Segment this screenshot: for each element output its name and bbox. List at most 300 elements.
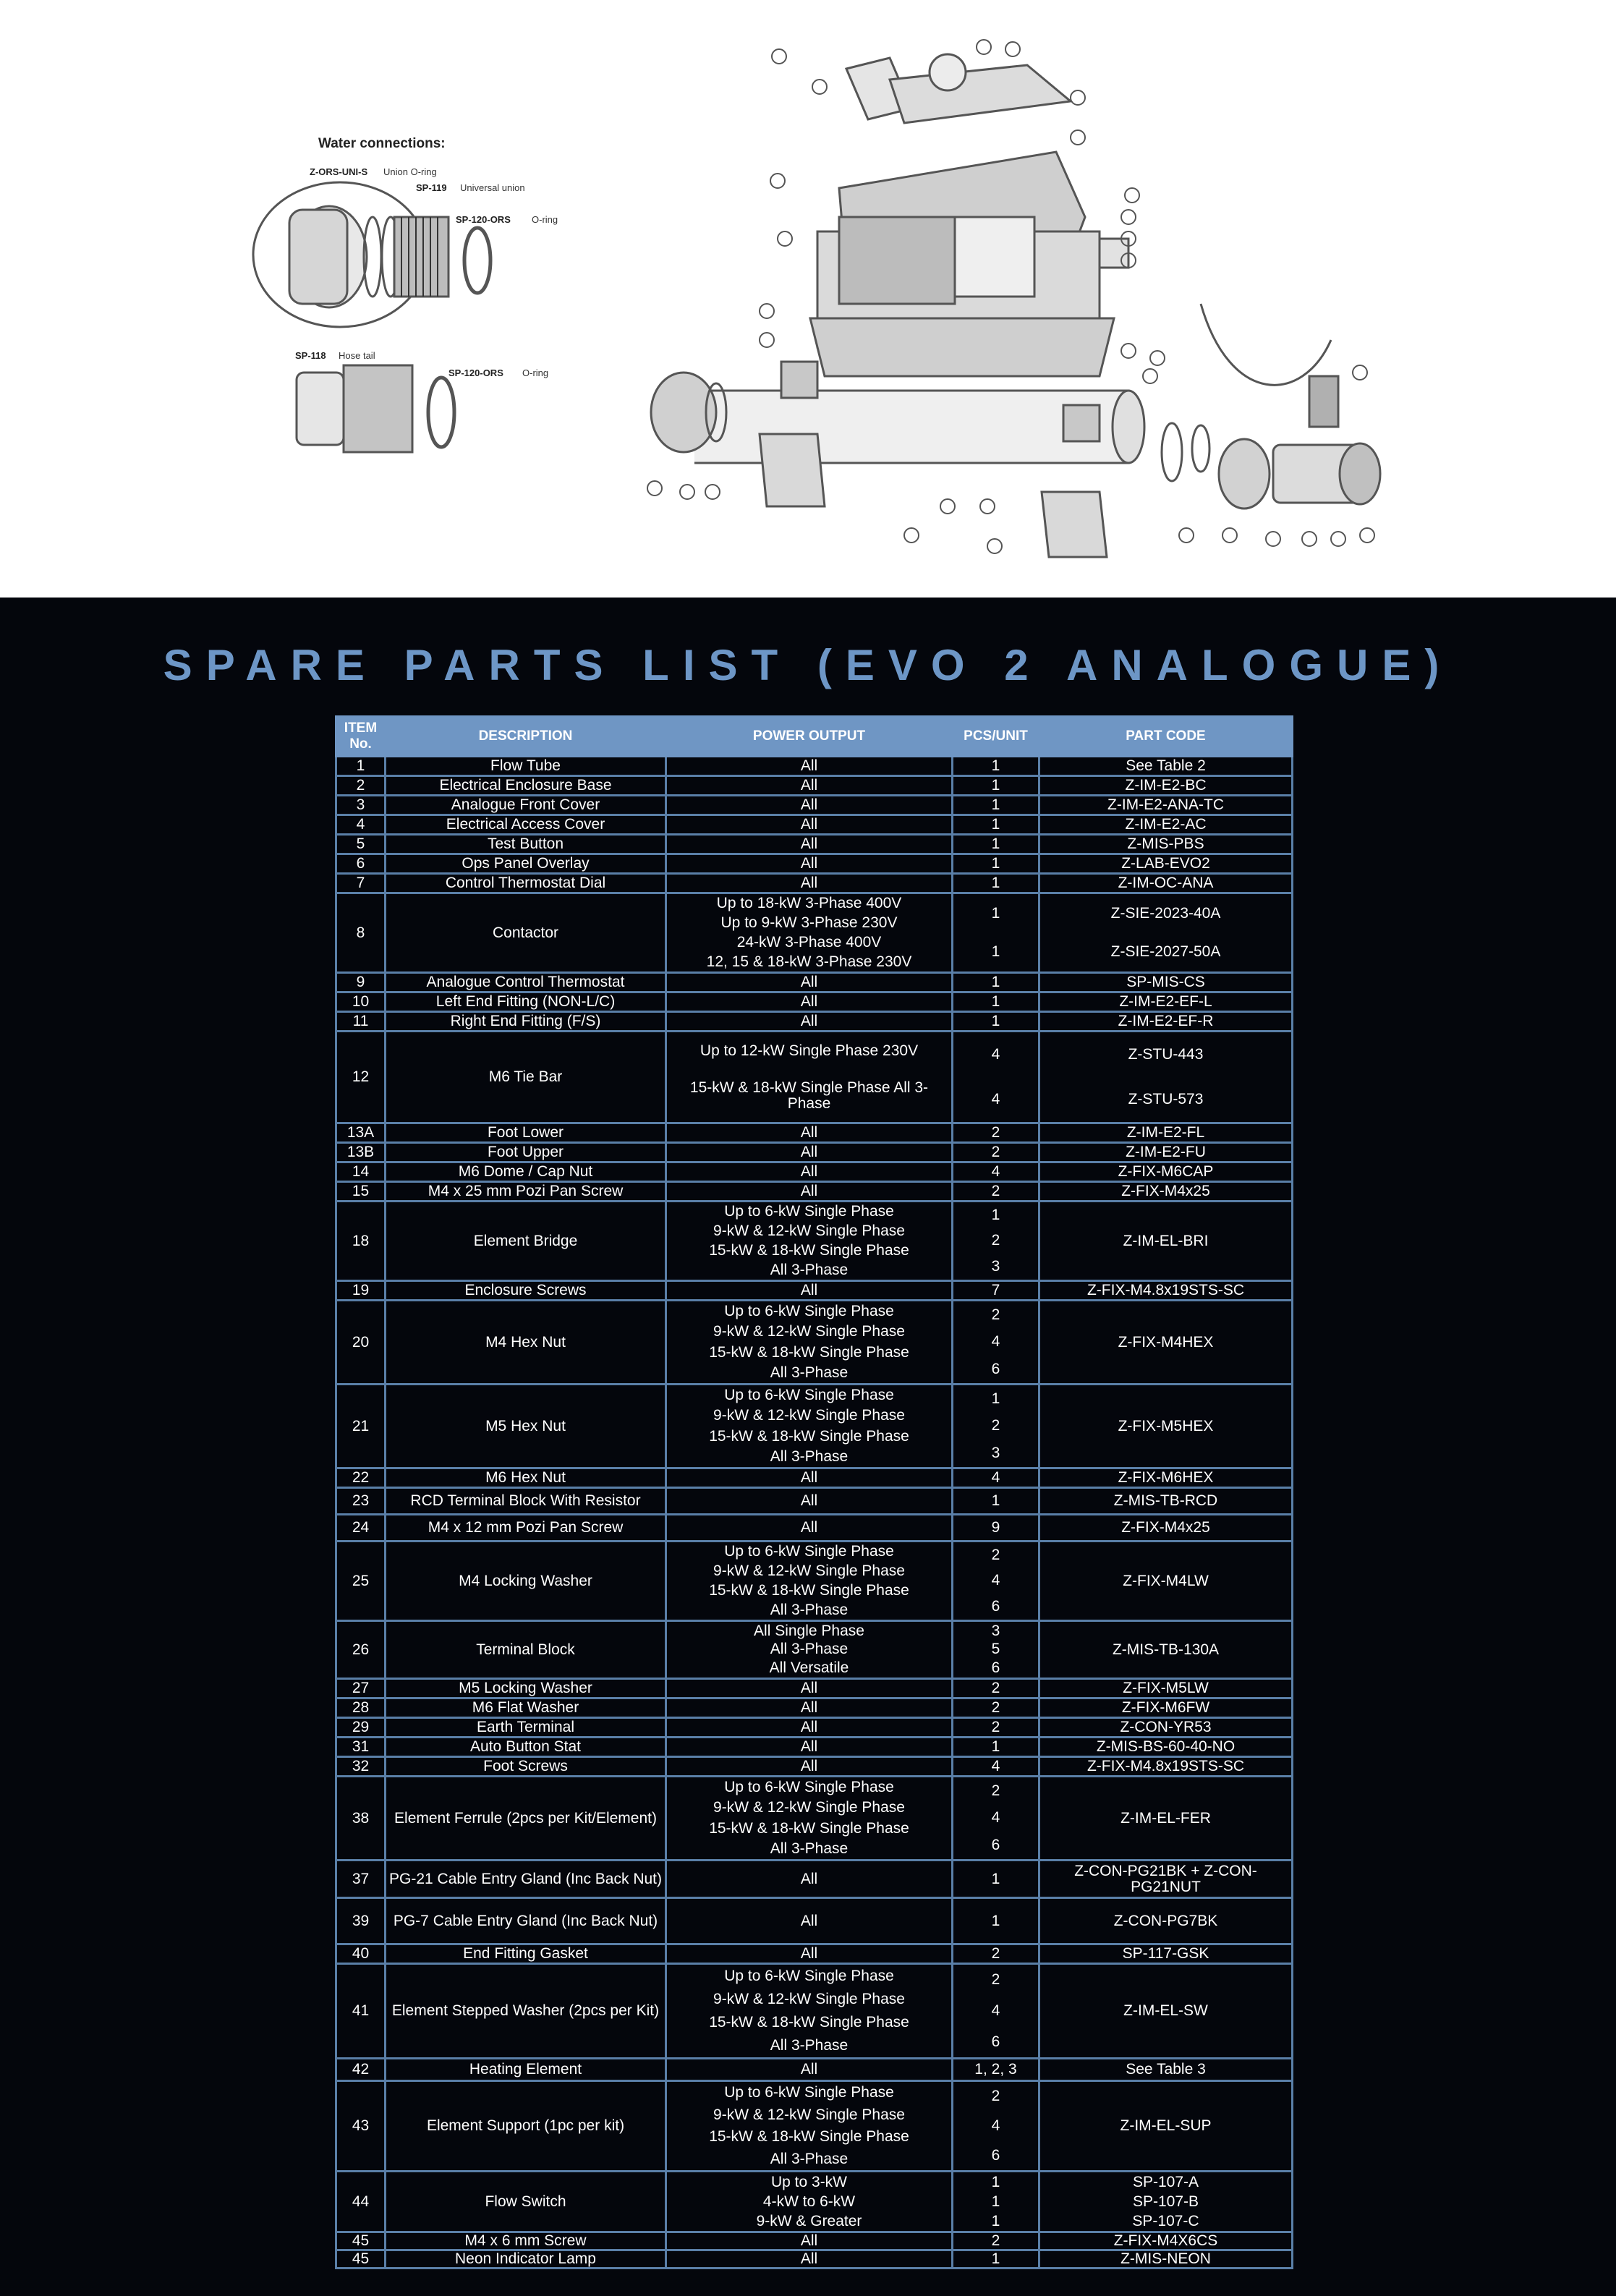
table-body [336,757,1293,2269]
description-cell: Analogue Control Thermostat [386,973,666,992]
description-cell: M4 x 12 mm Pozi Pan Screw [386,1515,666,1542]
part-code-cell-line: Z-STU-443 [1128,1046,1204,1063]
pcs-unit-cell-line: 1 [991,2250,1000,2267]
description-cell: PG-7 Cable Entry Gland (Inc Back Nut) [386,1898,666,1944]
power-output-cell-line: 15-kW & 18-kW Single Phase [709,1343,909,1361]
callout-code: SP-119 [416,182,447,193]
part-code-cell [1039,1012,1293,1032]
power-output-cell-line: All [800,1144,818,1160]
item-number-cell: 39 [336,1898,386,1944]
exploded-parts-diagram [0,0,1616,598]
part-code-cell-line: Z-SIE-2027-50A [1110,943,1221,961]
callout-code: SP-120-ORS [448,367,503,378]
power-output-cell [666,992,953,1012]
table-row [336,1202,1293,1281]
table-row [336,1488,1293,1515]
pcs-unit-cell-line: 2 [991,1232,1000,1249]
pcs-unit-cell-line: 1 [991,816,1000,833]
pcs-unit-cell-line: 2 [991,1183,1000,1199]
pcs-unit-cell-line: 6 [991,1837,1000,1854]
pcs-unit-cell-line: 4 [991,1809,1000,1827]
power-output-cell [666,1202,953,1281]
power-output-cell-line: 15-kW & 18-kW Single Phase [709,1241,909,1259]
power-output-cell-line: 15-kW & 18-kW Single Phase [709,1819,909,1837]
pcs-unit-cell-line: 2 [991,1782,1000,1799]
part-code-cell-line: Z-FIX-M4HEX [1118,1333,1214,1351]
pcs-unit-cell-line: 4 [991,1469,1000,1486]
table-row [336,1281,1293,1301]
power-output-cell-line: All [800,1183,818,1199]
pcs-unit-cell [953,2232,1039,2250]
power-output-cell-line: All [800,1124,818,1141]
power-output-cell [666,796,953,815]
callout-text: Union O-ring [383,166,437,177]
description-cell: Terminal Block [386,1621,666,1679]
part-code-cell-line: SP-107-B [1132,2193,1199,2210]
item-number-cell: 25 [336,1542,386,1621]
header-pcs-unit: PCS/UNIT [953,717,1039,757]
table-row [336,1032,1293,1123]
exploded-view-drawing [0,0,1616,598]
pcs-unit-cell [953,1032,1039,1123]
power-output-cell-line: All [800,1719,818,1735]
part-code-cell [1039,2081,1293,2172]
part-code-cell-line: Z-IM-EL-SUP [1120,2117,1212,2134]
part-code-cell [1039,874,1293,893]
callout-code: Z-ORS-UNI-S [310,166,368,177]
part-code-cell-line: Z-IM-E2-BC [1125,777,1207,794]
table-row [336,1679,1293,1698]
power-output-cell-line: All [800,2061,818,2078]
power-output-cell-line: All 3-Phase [770,1447,849,1465]
item-number-cell: 13B [336,1143,386,1162]
power-output-cell-line: All [800,1945,818,1962]
table-row [336,2250,1293,2269]
part-code-cell-line: Z-IM-E2-EF-R [1118,1013,1214,1029]
part-code-cell [1039,992,1293,1012]
part-code-cell-line: Z-MIS-TB-RCD [1113,1492,1218,1509]
description-cell: Foot Lower [386,1123,666,1143]
power-output-cell-line: All [800,1912,818,1929]
description-cell: Test Button [386,835,666,854]
power-output-cell-line: 9-kW & 12-kW Single Phase [713,1407,905,1424]
pcs-unit-cell [953,1143,1039,1162]
table-row [336,1757,1293,1777]
water-connections-title: Water connections: [318,136,446,151]
part-code-cell [1039,893,1293,973]
pcs-unit-cell [953,992,1039,1012]
item-number-cell: 11 [336,1012,386,1032]
pcs-unit-cell-line: 1, 2, 3 [974,2061,1017,2078]
power-output-cell-line: Up to 6-kW Single Phase [724,1203,894,1220]
pcs-unit-cell-line: 4 [991,1758,1000,1774]
part-code-cell-line: Z-IM-E2-EF-L [1119,993,1212,1010]
table-row [336,1468,1293,1488]
item-number-cell: 10 [336,992,386,1012]
callout-code: SP-120-ORS [456,214,511,225]
power-output-cell-line: All [800,1282,818,1298]
part-code-cell [1039,1718,1293,1738]
pcs-unit-cell-line: 2 [991,2088,1000,2105]
pcs-unit-cell [953,1468,1039,1488]
power-output-cell-line: 9-kW & 12-kW Single Phase [713,1991,905,2007]
description-cell: Enclosure Screws [386,1281,666,1301]
part-code-cell-line: Z-FIX-M6CAP [1118,1163,1214,1180]
power-output-cell [666,1777,953,1861]
part-code-cell-line: See Table 3 [1126,2061,1206,2078]
pcs-unit-cell [953,1281,1039,1301]
item-number-cell: 13A [336,1123,386,1143]
table-row [336,973,1293,992]
power-output-cell-line: All [800,796,818,813]
power-output-cell-line: 15-kW & 18-kW Single Phase [709,2014,909,2031]
table-row [336,1123,1293,1143]
table-row [336,1738,1293,1757]
part-code-cell [1039,1162,1293,1182]
table-row [336,796,1293,815]
power-output-cell-line: All [800,1469,818,1486]
pcs-unit-cell [953,1757,1039,1777]
pcs-unit-cell [953,1964,1039,2059]
power-output-cell-line: 9-kW & 12-kW Single Phase [713,2106,905,2123]
pcs-unit-cell [953,893,1039,973]
power-output-cell-line: All Versatile [769,1659,849,1677]
item-number-cell: 2 [336,776,386,796]
spare-parts-table-container [335,715,1291,2269]
power-output-cell-line: 9-kW & 12-kW Single Phase [713,1223,905,1240]
pcs-unit-cell-line: 1 [991,943,1000,961]
power-output-cell [666,1012,953,1032]
pcs-unit-cell [953,2059,1039,2081]
pcs-unit-cell [953,796,1039,815]
pcs-unit-cell [953,1679,1039,1698]
pcs-unit-cell-line: 4 [991,2002,1000,2019]
callout-text: Universal union [460,182,525,193]
power-output-cell-line: Up to 6-kW Single Phase [724,1303,894,1320]
description-cell: Foot Upper [386,1143,666,1162]
pcs-unit-cell-line: 6 [991,2033,1000,2050]
pcs-unit-cell-line: 2 [991,1144,1000,1160]
description-cell: PG-21 Cable Entry Gland (Inc Back Nut) [386,1861,666,1898]
part-code-cell [1039,854,1293,874]
description-cell: Electrical Access Cover [386,815,666,835]
pcs-unit-cell [953,815,1039,835]
item-number-cell: 22 [336,1468,386,1488]
pcs-unit-cell [953,1718,1039,1738]
pcs-unit-cell-line: 4 [991,1333,1000,1351]
pcs-unit-cell [953,1777,1039,1861]
table-row [336,1718,1293,1738]
power-output-cell [666,1698,953,1718]
description-cell: M4 Locking Washer [386,1542,666,1621]
table-row [336,835,1293,854]
part-code-cell-line: Z-MIS-PBS [1127,836,1204,852]
power-output-cell [666,1182,953,1202]
part-code-cell [1039,1861,1293,1898]
item-number-cell: 38 [336,1777,386,1861]
part-code-cell-line: Z-FIX-M6HEX [1118,1469,1214,1486]
callout-text: Hose tail [339,350,375,361]
pcs-unit-cell [953,1012,1039,1032]
part-code-cell [1039,2232,1293,2250]
pcs-unit-cell-line: 1 [991,836,1000,852]
power-output-cell [666,1385,953,1468]
part-code-cell-line: Z-IM-E2-FL [1126,1124,1205,1141]
description-cell: Element Bridge [386,1202,666,1281]
item-number-cell: 32 [336,1757,386,1777]
power-output-cell-line: All 3-Phase [770,1364,849,1381]
pcs-unit-cell-line: 1 [991,796,1000,813]
pcs-unit-cell [953,1202,1039,1281]
item-number-cell: 29 [336,1718,386,1738]
pcs-unit-cell-line: 1 [991,1492,1000,1509]
table-row [336,1964,1293,2059]
pcs-unit-cell [953,1738,1039,1757]
power-output-cell-line: All 3-Phase [770,2037,849,2054]
power-output-cell-line: 9-kW & 12-kW Single Phase [713,1562,905,1580]
item-number-cell: 24 [336,1515,386,1542]
table-row [336,992,1293,1012]
part-code-cell [1039,1281,1293,1301]
power-output-cell [666,1162,953,1182]
part-code-cell [1039,815,1293,835]
part-code-cell [1039,1698,1293,1718]
table-header-row [336,717,1293,757]
power-output-cell [666,1488,953,1515]
pcs-unit-cell-line: 2 [991,1546,1000,1563]
pcs-unit-cell [953,1515,1039,1542]
pcs-unit-cell-line: 6 [991,1659,1000,1677]
item-number-cell: 44 [336,2172,386,2232]
power-output-cell-line: 9-kW & Greater [756,2212,862,2229]
power-output-cell [666,1757,953,1777]
pcs-unit-cell-line: 1 [991,855,1000,872]
pcs-unit-cell [953,1698,1039,1718]
power-output-cell-line: Up to 6-kW Single Phase [724,1779,894,1796]
power-output-cell [666,1964,953,2059]
description-cell: Element Support (1pc per kit) [386,2081,666,2172]
power-output-cell [666,2250,953,2269]
power-output-cell-line: All [800,777,818,794]
table-row [336,1143,1293,1162]
part-code-cell [1039,1301,1293,1385]
pcs-unit-cell-line: 1 [991,1870,1000,1887]
part-code-cell [1039,1757,1293,1777]
item-number-cell: 12 [336,1032,386,1123]
pcs-unit-cell-line: 2 [991,1945,1000,1962]
pcs-unit-cell-line: 6 [991,2146,1000,2164]
part-code-cell-line: Z-FIX-M5LW [1123,1680,1209,1696]
power-output-cell [666,874,953,893]
part-code-cell-line: SP-107-A [1132,2173,1199,2190]
power-output-cell-line: All [800,993,818,1010]
table-row [336,1182,1293,1202]
pcs-unit-cell-line: 4 [991,1163,1000,1180]
power-output-cell [666,1468,953,1488]
header-item-no: ITEM No. [336,717,386,757]
item-number-cell: 45 [336,2232,386,2250]
part-code-cell-line: Z-CON-PG21BK + Z-CON-PG21NUT [1074,1862,1257,1895]
table-row [336,1515,1293,1542]
pcs-unit-cell [953,776,1039,796]
header-power-output: POWER OUTPUT [666,717,953,757]
table-row [336,815,1293,835]
item-number-cell: 4 [336,815,386,835]
part-code-cell [1039,1488,1293,1515]
power-output-cell-line: All [800,2250,818,2267]
item-number-cell: 18 [336,1202,386,1281]
description-cell: M4 Hex Nut [386,1301,666,1385]
description-cell: Auto Button Stat [386,1738,666,1757]
power-output-cell-line: 15-kW & 18-kW Single Phase [709,2128,909,2146]
power-output-cell [666,776,953,796]
pcs-unit-cell-line: 1 [991,2193,1000,2210]
power-output-cell [666,757,953,776]
power-output-cell-line: All [800,757,818,774]
pcs-unit-cell [953,1162,1039,1182]
power-output-cell [666,1679,953,1698]
pcs-unit-cell-line: 5 [991,1641,1000,1658]
callout-code: SP-118 [295,350,326,361]
table-row [336,1542,1293,1621]
part-code-cell-line: Z-STU-573 [1128,1091,1204,1107]
power-output-cell-line: All [800,2232,818,2249]
power-output-cell-line: Up to 18-kW 3-Phase 400V [716,895,902,912]
item-number-cell: 23 [336,1488,386,1515]
part-code-cell-line: SP-MIS-CS [1126,974,1205,990]
description-cell: Electrical Enclosure Base [386,776,666,796]
power-output-cell [666,1718,953,1738]
pcs-unit-cell [953,1301,1039,1385]
table-row [336,1944,1293,1964]
table-row [336,2081,1293,2172]
power-output-cell-line: 9-kW & 12-kW Single Phase [713,1799,905,1816]
part-code-cell [1039,1202,1293,1281]
pcs-unit-cell-line: 1 [991,993,1000,1010]
part-code-cell-line: Z-FIX-M6FW [1121,1699,1210,1716]
part-code-cell [1039,1621,1293,1679]
pcs-unit-cell-line: 1 [991,1013,1000,1029]
power-output-cell-line: 9-kW & 12-kW Single Phase [713,1323,905,1340]
description-cell: M4 x 25 mm Pozi Pan Screw [386,1182,666,1202]
item-number-cell: 43 [336,2081,386,2172]
power-output-cell [666,835,953,854]
part-code-cell [1039,1385,1293,1468]
pcs-unit-cell-line: 1 [991,1206,1000,1223]
table-row [336,1898,1293,1944]
callout-text: O-ring [532,214,558,225]
description-cell: Flow Tube [386,757,666,776]
pcs-unit-cell [953,1861,1039,1898]
power-output-cell [666,1123,953,1143]
description-cell: M4 x 6 mm Screw [386,2232,666,2250]
description-cell: M6 Hex Nut [386,1468,666,1488]
pcs-unit-cell-line: 1 [991,1390,1000,1407]
power-output-cell-line: All 3-Phase [770,2150,849,2167]
power-output-cell-line: 15-kW & 18-kW Single Phase All 3-Phase [689,1079,929,1112]
description-cell: End Fitting Gasket [386,1944,666,1964]
item-number-cell: 19 [336,1281,386,1301]
part-code-cell [1039,1898,1293,1944]
pcs-unit-cell [953,874,1039,893]
part-code-cell-line: Z-IM-EL-FER [1120,1809,1211,1827]
power-output-cell-line: All [800,1758,818,1774]
description-cell: Earth Terminal [386,1718,666,1738]
part-code-cell-line: SP-117-GSK [1122,1945,1209,1962]
power-output-cell [666,1542,953,1621]
description-cell: Flow Switch [386,2172,666,2232]
table-row [336,854,1293,874]
item-number-cell: 21 [336,1385,386,1468]
power-output-cell-line: 15-kW & 18-kW Single Phase [709,1427,909,1445]
power-output-cell-line: All 3-Phase [770,1840,849,1857]
pcs-unit-cell [953,757,1039,776]
table-row [336,2232,1293,2250]
description-cell: Left End Fitting (NON-L/C) [386,992,666,1012]
power-output-cell-line: Up to 12-kW Single Phase 230V [699,1042,919,1059]
spare-parts-table [335,715,1293,2269]
page-title: SPARE PARTS LIST (EVO 2 ANALOGUE) [163,641,1453,689]
pcs-unit-cell-line: 1 [991,2212,1000,2229]
part-code-cell [1039,1777,1293,1861]
pcs-unit-cell [953,1621,1039,1679]
pcs-unit-cell-line: 1 [991,2173,1000,2190]
table-row [336,1777,1293,1861]
item-number-cell: 31 [336,1738,386,1757]
part-code-cell-line: Z-FIX-M4x25 [1121,1183,1210,1199]
part-code-cell [1039,835,1293,854]
description-cell: Analogue Front Cover [386,796,666,815]
pcs-unit-cell [953,1182,1039,1202]
part-code-cell-line: Z-IM-EL-BRI [1123,1232,1209,1249]
description-cell: M6 Dome / Cap Nut [386,1162,666,1182]
table-row [336,893,1293,973]
power-output-cell [666,1898,953,1944]
part-code-cell-line: Z-MIS-BS-60-40-NO [1096,1738,1236,1755]
description-cell: Element Ferrule (2pcs per Kit/Element) [386,1777,666,1861]
part-code-cell-line: Z-FIX-M5HEX [1118,1417,1214,1434]
pcs-unit-cell [953,2081,1039,2172]
part-code-cell [1039,973,1293,992]
pcs-unit-cell-line: 1 [991,1738,1000,1755]
part-code-cell-line: Z-IM-E2-AC [1125,816,1207,833]
item-number-cell: 27 [336,1679,386,1698]
pcs-unit-cell [953,835,1039,854]
description-cell: Control Thermostat Dial [386,874,666,893]
description-cell: Right End Fitting (F/S) [386,1012,666,1032]
power-output-cell [666,973,953,992]
item-number-cell: 26 [336,1621,386,1679]
table-row [336,1698,1293,1718]
part-code-cell-line: Z-IM-E2-FU [1126,1144,1206,1160]
item-number-cell: 42 [336,2059,386,2081]
item-number-cell: 14 [336,1162,386,1182]
power-output-cell-line: Up to 6-kW Single Phase [724,1387,894,1404]
description-cell: Neon Indicator Lamp [386,2250,666,2269]
power-output-cell-line: All [800,855,818,872]
power-output-cell-line: Up to 9-kW 3-Phase 230V [720,914,898,932]
description-cell: Contactor [386,893,666,973]
table-row [336,1162,1293,1182]
part-code-cell-line: Z-SIE-2023-40A [1110,904,1221,922]
power-output-cell-line: All [800,836,818,852]
pcs-unit-cell-line: 4 [991,1091,1000,1107]
power-output-cell [666,1738,953,1757]
part-code-cell-line: Z-FIX-M4.8x19STS-SC [1086,1758,1245,1774]
pcs-unit-cell [953,973,1039,992]
item-number-cell: 20 [336,1301,386,1385]
description-cell: Element Stepped Washer (2pcs per Kit) [386,1964,666,2059]
